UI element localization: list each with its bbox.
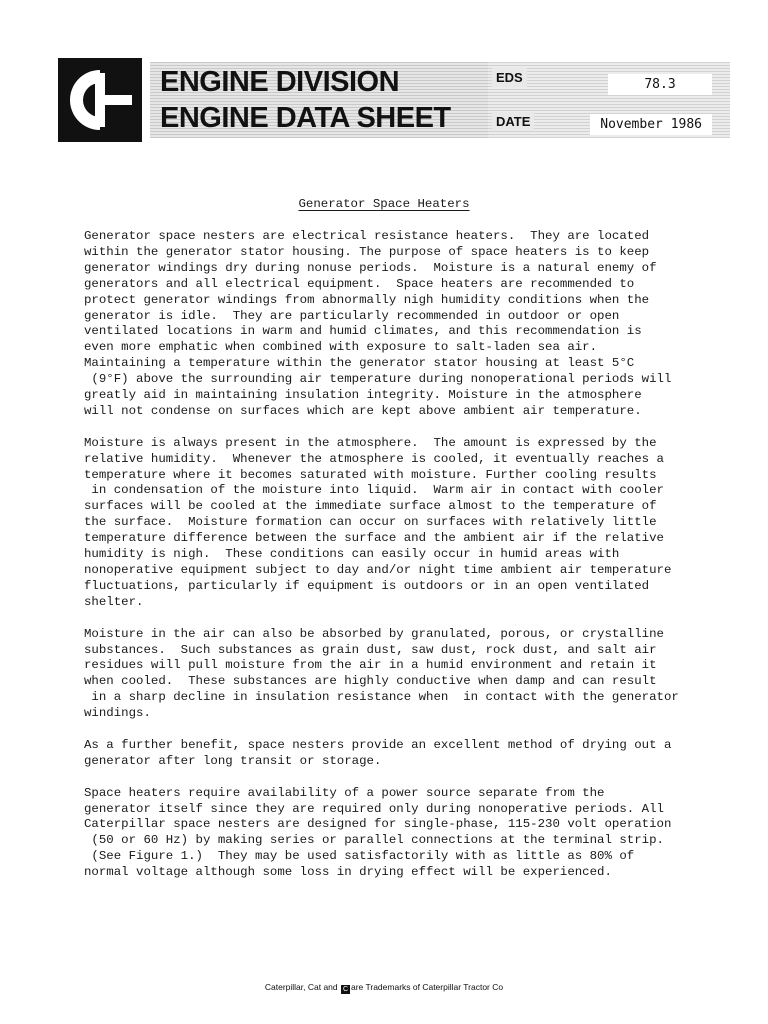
paragraph-line: Moisture in the air can also be absorbed by granulated, porous, or crystalline <box>84 626 664 641</box>
paragraph-line: protect generator windings from abnormally nigh humidity conditions when the <box>84 292 650 307</box>
header <box>58 58 730 142</box>
paragraph-line: temperature difference between the surface and the ambient air if the relative <box>84 531 664 546</box>
paragraph <box>84 786 724 881</box>
date-label: DATE <box>492 112 534 131</box>
paragraph-line: normal voltage although some loss in drying effect will be experienced. <box>84 865 612 880</box>
caterpillar-mini-logo-icon: C <box>342 986 349 993</box>
data-sheet-title: ENGINE DATA SHEET <box>160 102 451 134</box>
paragraph <box>84 627 724 722</box>
paragraph-line: ventilated locations in warm and humid climates, and this recommendation is <box>84 324 642 339</box>
paragraph-line: windings. <box>84 706 151 721</box>
paragraph-line: (See Figure 1.) They may be used satisfactorily with as little as 80% of <box>84 849 635 864</box>
paragraph-line: generator is idle. They are particularly recommended in outdoor or open <box>84 308 620 323</box>
caterpillar-logo-icon <box>58 58 142 142</box>
footer-text-before: Caterpillar, Cat and <box>264 982 340 992</box>
paragraph-line: nonoperative equipment subject to day and/or night time ambient air temperature <box>84 563 672 578</box>
paragraph-line: As a further benefit, space nesters provide an excellent method of drying out a <box>84 737 672 752</box>
document-title-wrap <box>0 197 768 211</box>
paragraph-line: (50 or 60 Hz) by making series or parallel connections at the terminal strip. <box>84 833 664 848</box>
paragraph-line: even more emphatic when combined with exposure to salt-laden sea air. <box>84 340 598 355</box>
paragraph-line: within the generator stator housing. The purpose of space heaters is to keep <box>84 244 650 259</box>
paragraph-line: when cooled. These substances are highly conductive when damp and can result <box>84 674 657 689</box>
meta-block <box>488 62 730 138</box>
paragraph-line: the surface. Moisture formation can occur on surfaces with relatively little <box>84 515 657 530</box>
paragraph-line: temperature where it becomes saturated with moisture. Further cooling results <box>84 467 657 482</box>
paragraph-line: Space heaters require availability of a power source separate from the <box>84 785 605 800</box>
paragraph-line: Moisture is always present in the atmosphere. The amount is expressed by the <box>84 435 657 450</box>
paragraph <box>84 436 724 611</box>
paragraph-line: Maintaining a temperature within the generator stator housing at least 5°C <box>84 356 635 371</box>
paragraph-line: generator itself since they are required only during nonoperative periods. All <box>84 801 664 816</box>
date-value: November 1986 <box>590 114 712 135</box>
paragraph-line: generators and all electrical equipment. Space heaters are recommended to <box>84 276 635 291</box>
paragraph-line: in condensation of the moisture into liquid. Warm air in contact with cooler <box>84 483 664 498</box>
footer-text-after: are Trademarks of Caterpillar Tractor Co <box>351 982 504 992</box>
division-title: ENGINE DIVISION <box>160 66 400 98</box>
title-block <box>150 62 534 138</box>
paragraph-line: greatly aid in maintaining insulation integrity. Moisture in the atmosphere <box>84 388 642 403</box>
document-body <box>84 229 724 897</box>
eds-value: 78.3 <box>608 74 712 95</box>
paragraph <box>84 229 724 420</box>
paragraph-line: fluctuations, particularly if equipment is outdoors or in an open ventilated <box>84 578 650 593</box>
paragraph-line: relative humidity. Whenever the atmosphere is cooled, it eventually reaches a <box>84 451 664 466</box>
paragraph-line: generator after long transit or storage. <box>84 753 382 768</box>
document-title: Generator Space Heaters <box>298 197 470 211</box>
paragraph-line: (9°F) above the surrounding air temperature during nonoperational periods will <box>84 372 672 387</box>
paragraph-line: surfaces will be cooled at the immediate surface almost to the temperature of <box>84 499 657 514</box>
paragraph-line: Caterpillar space nesters are designed for single-phase, 115-230 volt operation <box>84 817 672 832</box>
paragraph-line: substances. Such substances as grain dust, saw dust, rock dust, and salt air <box>84 642 657 657</box>
paragraph <box>84 738 724 770</box>
paragraph-line: humidity is nigh. These conditions can easily occur in humid areas with <box>84 547 620 562</box>
paragraph-line: will not condense on surfaces which are kept above ambient air temperature. <box>84 403 642 418</box>
paragraph-line: in a sharp decline in insulation resistance when in contact with the generator <box>84 690 679 705</box>
footer <box>0 982 768 994</box>
paragraph-line: residues will pull moisture from the air in a humid environment and retain it <box>84 658 657 673</box>
paragraph-line: generator windings dry during nonuse periods. Moisture is a natural enemy of <box>84 260 657 275</box>
paragraph-line: Generator space nesters are electrical resistance heaters. They are located <box>84 229 650 243</box>
eds-label: EDS <box>492 68 527 87</box>
paragraph-line: shelter. <box>84 594 144 609</box>
